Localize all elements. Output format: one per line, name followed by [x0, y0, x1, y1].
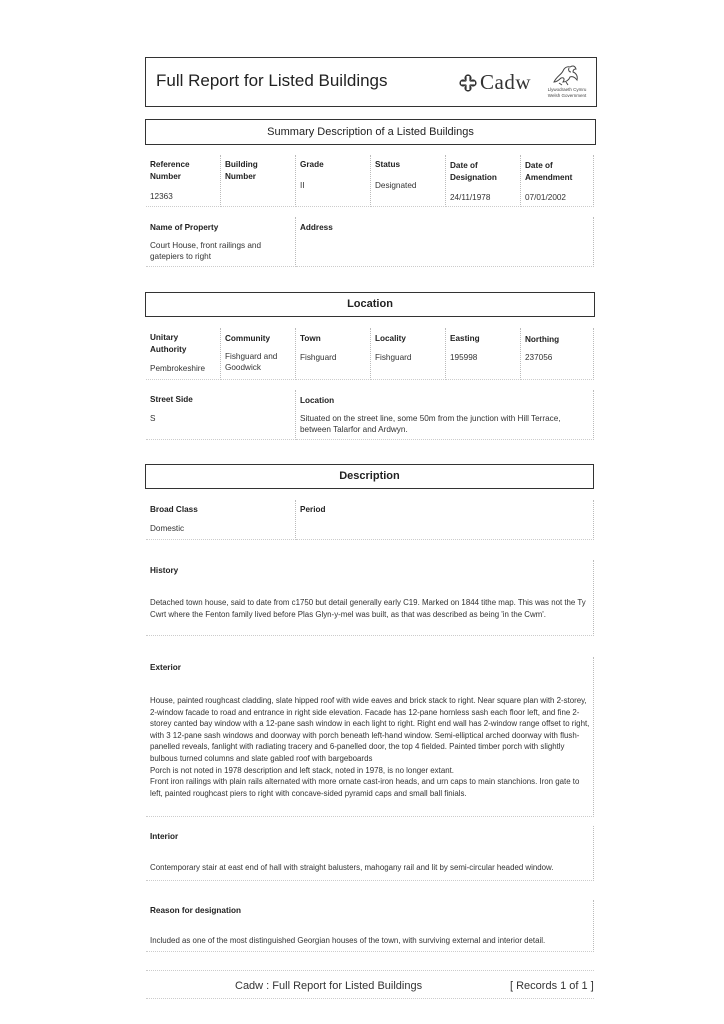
- field-label: Period: [300, 505, 326, 514]
- footer-title: Cadw : Full Report for Listed Buildings: [235, 980, 423, 992]
- exterior-paragraph-1: House, painted roughcast cladding, slate hipped roof with wide eaves and brick stack to right. Near square plan with 2-storey, 2-window facade to road and entrance in right side elevation. Facade has 12-pane hornless sash each floor left, and fine 2-storey canted bay window with a 12-pane sash window in each light to right. Right end wall has 2-window range offset to right, with 3 12-pane sash windows and doorway with porch beneath left-hand window. Semi-elliptical arched doorway with flush-panelled reveals, fanlight with radiating tracery and 6-panelled door, the top 4 fielded. Painted timber porch with slightly bulbous turned columns and slate gabled roof with bargeboards: [150, 696, 590, 763]
- field-label: Community: [225, 334, 271, 343]
- field-value: Domestic: [150, 524, 185, 533]
- field-label: Status: [375, 160, 401, 169]
- field-value: S: [150, 414, 156, 423]
- summary-section-header: [145, 119, 596, 145]
- field-easting: [446, 328, 521, 380]
- field-label: Unitary Authority: [150, 333, 187, 354]
- field-status: [371, 155, 446, 207]
- exterior-text: [150, 695, 590, 799]
- field-value: II: [300, 181, 305, 190]
- location-section-header: [145, 292, 595, 317]
- location-section-title: Location: [347, 298, 393, 310]
- field-label: Town: [300, 334, 321, 343]
- exterior-label: Exterior: [150, 663, 181, 672]
- cadw-logo: [458, 70, 531, 95]
- field-value: 24/11/1978: [450, 193, 491, 202]
- field-town: [296, 328, 371, 380]
- field-location: [296, 390, 594, 440]
- field-locality: [371, 328, 446, 380]
- cadw-cross-icon: [458, 73, 478, 93]
- field-date-of-designation: [446, 155, 521, 207]
- interior-block: [146, 826, 594, 881]
- field-label: Street Side: [150, 395, 193, 404]
- field-label: Building Number: [225, 160, 258, 181]
- field-label: Date of Designation: [450, 161, 497, 182]
- field-value: 195998: [450, 353, 478, 362]
- welsh-gov-line2: Welsh Government: [547, 93, 587, 98]
- field-label: Broad Class: [150, 505, 198, 514]
- field-value: Situated on the street line, some 50m from the junction with Hill Terrace, between Talarfor and Ardwyn.: [300, 414, 561, 434]
- report-header: [145, 57, 597, 107]
- history-label: History: [150, 566, 179, 575]
- welsh-government-logo: [541, 62, 593, 104]
- field-label: Name of Property: [150, 223, 219, 232]
- field-label: Grade: [300, 160, 324, 169]
- footer-divider: [146, 970, 594, 971]
- summary-section-title: Summary Description of a Listed Buildings: [267, 126, 474, 138]
- field-label: Location: [300, 396, 335, 405]
- cadw-wordmark: Cadw: [480, 70, 531, 94]
- field-value: 07/01/2002: [525, 193, 566, 202]
- field-northing: [521, 328, 594, 380]
- welsh-dragon-icon: [551, 62, 581, 86]
- field-date-of-amendment: [521, 155, 594, 207]
- field-value: 237056: [525, 353, 553, 362]
- field-value: Court House, front railings and gatepiers to right: [150, 241, 262, 261]
- field-label: Easting: [450, 334, 480, 343]
- description-section-title: Description: [339, 470, 400, 482]
- field-label: Address: [300, 223, 333, 232]
- field-broad-class: [146, 500, 296, 540]
- footer-records: [ Records 1 of 1 ]: [510, 980, 594, 992]
- field-reference-number: [146, 155, 221, 207]
- field-value: 12363: [150, 192, 173, 201]
- field-name-of-property: [146, 217, 296, 267]
- field-value: Pembrokeshire: [150, 364, 206, 373]
- reason-text: Included as one of the most distinguished Georgian houses of the town, with surviving external and interior detail.: [150, 936, 546, 945]
- reason-label: Reason for designation: [150, 906, 241, 915]
- description-section-header: [145, 464, 594, 489]
- field-value: Fishguard and Goodwick: [225, 352, 278, 372]
- interior-label: Interior: [150, 832, 179, 841]
- field-label: Reference Number: [150, 160, 190, 181]
- exterior-block: [146, 657, 594, 817]
- field-value: Fishguard: [375, 353, 412, 362]
- field-address: [296, 217, 594, 267]
- report-title: Full Report for Listed Buildings: [156, 71, 388, 90]
- field-label: Date of Amendment: [525, 161, 573, 182]
- field-period: [296, 500, 594, 540]
- field-community: [221, 328, 296, 380]
- field-label: Northing: [525, 335, 560, 344]
- footer-bottom-divider: [146, 998, 594, 999]
- field-unitary-authority: [146, 328, 221, 380]
- exterior-paragraph-2: Porch is not noted in 1978 description and left stack, noted in 1978, is no longer extant.: [150, 765, 454, 775]
- field-grade: [296, 155, 371, 207]
- field-street-side: [146, 390, 296, 440]
- history-block: [146, 560, 594, 636]
- field-value: Fishguard: [300, 353, 337, 362]
- exterior-paragraph-3: Front iron railings with plain rails alternated with more ornate cast-iron heads, and urn caps to main stanchions. Iron gate to left, painted roughcast piers to right with concave-sided pyramid caps and small ball finials.: [150, 777, 580, 798]
- welsh-gov-line1: Llywodraeth Cymru: [547, 87, 587, 92]
- field-label: Locality: [375, 334, 406, 343]
- field-value: Designated: [375, 181, 417, 190]
- field-building-number: [221, 155, 296, 207]
- history-text: Detached town house, said to date from c1750 but detail generally early C19. Marked on 1844 tithe map. This was not the Ty Cwrt where the Fenton family lived before Plas Glyn-y-mel was built, as that was described as being 'in the Cwm'.: [150, 598, 586, 619]
- reason-block: [146, 900, 594, 952]
- interior-text: Contemporary stair at east end of hall with straight balusters, mahogany rail and lit by semi-circular headed window.: [150, 863, 554, 872]
